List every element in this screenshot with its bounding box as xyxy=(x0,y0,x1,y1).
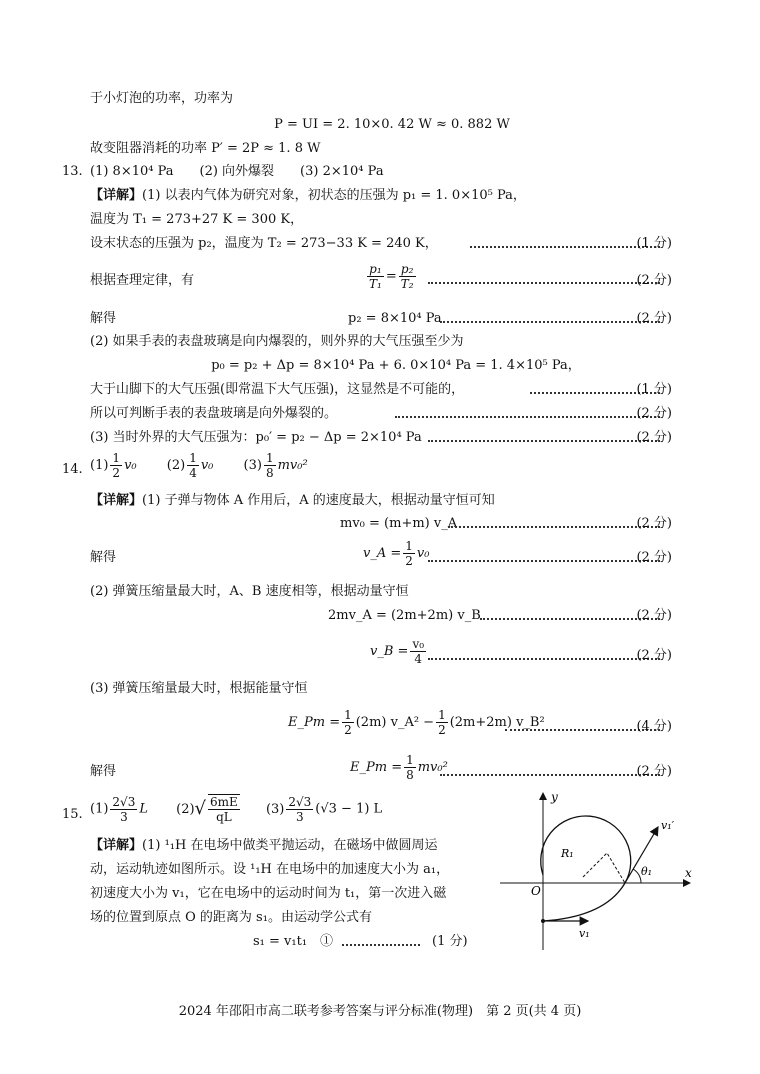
dot-leader xyxy=(428,430,660,442)
score: (2 分) xyxy=(636,430,672,445)
radius-label: R₁ xyxy=(561,847,574,860)
dot-leader xyxy=(480,608,660,620)
magnetic-circle-arc xyxy=(541,816,631,883)
score: (2 分) xyxy=(636,406,672,421)
score: (2 分) xyxy=(636,311,672,326)
equation: v_A = $\frac{1}{2}$ v₀ xyxy=(363,539,430,568)
equation: P = UI = 2. 10×0. 42 W ≈ 0. 882 W xyxy=(274,117,510,132)
score: (2 分) xyxy=(636,608,672,623)
dot-leader xyxy=(428,272,660,284)
parabola-path xyxy=(543,883,625,921)
text-line: 故变阻器消耗的功率 P′ = 2P ≈ 1. 8 W xyxy=(90,141,321,156)
question-number: 15. xyxy=(62,807,83,822)
score: (2 分) xyxy=(636,648,672,663)
score: (2 分) xyxy=(636,550,672,565)
score: (1 分) xyxy=(432,934,468,949)
detail-line: (2) 如果手表的表盘玻璃是向内爆裂的，则外界的大气压强至少为 xyxy=(90,334,464,349)
dot-leader xyxy=(470,236,660,248)
score: (1 分) xyxy=(636,236,672,251)
detail-tag: 【详解】 xyxy=(90,188,143,203)
equation: s₁ = v₁t₁ ① xyxy=(253,934,334,949)
detail-line: 根据查理定律，有 xyxy=(90,273,195,288)
dot-leader xyxy=(428,550,660,562)
theta-arc xyxy=(633,869,641,883)
detail-tag: 【详解】 xyxy=(90,493,143,508)
equation: E_Pm = $\frac{1}{8}$ mv₀² xyxy=(350,753,448,782)
equation: E_Pm = $\frac{1}{2}$ (2m) v_A² − $\frac{1}{2}$ (2m+2m) v_B² xyxy=(288,708,545,737)
detail-line: (3) 当时外界的大气压强为：p₀′ = p₂ − Δp = 2×10⁴ Pa xyxy=(90,430,422,445)
trajectory-figure xyxy=(495,785,705,955)
equation: 2mv_A = (2m+2m) v_B xyxy=(328,608,481,623)
detail-line: 【详解】(1) 以表内气体为研究对象，初状态的压强为 p₁ = 1. 0×10⁵ Pa， xyxy=(90,188,526,203)
equation: $\frac{\text{p₁}}{\text{T₁}}$ = $\frac{\text{p₂}}{\text{T₂}}$ xyxy=(369,262,414,291)
detail-tag: 【详解】 xyxy=(90,838,143,853)
page-footer: 2024 年邵阳市高二联考参考答案与评分标准(物理) 第 2 页(共 4 页) xyxy=(178,1004,582,1019)
question-number: 14. xyxy=(62,462,83,477)
detail-line: 【详解】(1) 子弹与物体 A 作用后，A 的速度最大，根据动量守恒可知 xyxy=(90,493,495,508)
detail-line: 解得 xyxy=(90,764,117,779)
dot-leader xyxy=(395,406,660,418)
detail-line: 解得 xyxy=(90,311,117,326)
score: (2 分) xyxy=(636,516,672,531)
text-line: 于小灯泡的功率，功率为 xyxy=(90,91,234,106)
equation: p₀ = p₂ + Δp = 8×10⁴ Pa + 6. 0×10⁴ Pa = 1. 4×10⁵ Pa， xyxy=(211,358,581,373)
dot-leader xyxy=(448,516,660,528)
detail-line: 所以可判断手表的表盘玻璃是向外爆裂的。 xyxy=(90,406,338,421)
answer-line: (1) $\frac{2√3}{3}$ L (2)√ $\frac{6mE}{qL}$ (3) $\frac{2√3}{3}$ (√3 − 1) L xyxy=(90,794,383,824)
equation: p₂ = 8×10⁴ Pa xyxy=(348,311,442,326)
theta-label: θ₁ xyxy=(641,865,653,878)
detail-line: 【详解】(1) ¹₁H 在电场中做类平抛运动，在磁场中做圆周运 xyxy=(90,838,438,853)
detail-line: 设末状态的压强为 p₂，温度为 T₂ = 273−33 K = 240 K， xyxy=(90,236,438,251)
y-label: y xyxy=(551,790,558,804)
equation: v_B = $\frac{\text{v₀}}{4}$ xyxy=(370,637,425,666)
dot-leader xyxy=(428,648,660,660)
question-number: 13. xyxy=(62,164,83,179)
detail-line: 动，运动轨迹如图所示。设 ¹₁H 在电场中的加速度大小为 a₁， xyxy=(90,862,450,877)
detail-line: (2) 弹簧压缩量最大时，A、B 速度相等，根据动量守恒 xyxy=(90,584,409,599)
score: (4 分) xyxy=(636,719,672,734)
detail-line: 初速度大小为 v₁，它在电场中的运动时间为 t₁，第一次进入磁 xyxy=(90,886,447,901)
answer-line: (1) $\frac{1}{2}$ v₀ (2) $\frac{1}{4}$ v₀ (3) $\frac{1}{8}$ mv₀² xyxy=(90,451,308,480)
detail-line: 大于山脚下的大气压强(即常温下大气压强)，这显然是不可能的， xyxy=(90,382,465,397)
detail-line: (3) 弹簧压缩量最大时，根据能量守恒 xyxy=(90,681,308,696)
answer-line: (1) 8×10⁴ Pa (2) 向外爆裂 (3) 2×10⁴ Pa xyxy=(90,164,384,179)
score: (2 分) xyxy=(636,273,672,288)
v1-prime-label: v₁′ xyxy=(661,819,675,832)
dot-leader xyxy=(440,764,660,776)
detail-line: 场的位置到原点 O 的距离为 s₁。由运动学公式有 xyxy=(90,910,372,925)
x-label: x xyxy=(685,866,692,880)
dot-leader xyxy=(342,934,420,946)
score: (1 分) xyxy=(636,382,672,397)
origin-label: O xyxy=(531,884,541,898)
equation: mv₀ = (m+m) v_A xyxy=(340,516,458,531)
detail-line: 解得 xyxy=(90,550,117,565)
detail-line: 温度为 T₁ = 273+27 K = 300 K， xyxy=(90,212,304,227)
dot-leader xyxy=(440,311,660,323)
score: (2 分) xyxy=(636,764,672,779)
radius-lines xyxy=(583,853,625,883)
v1-label: v₁ xyxy=(579,927,590,940)
